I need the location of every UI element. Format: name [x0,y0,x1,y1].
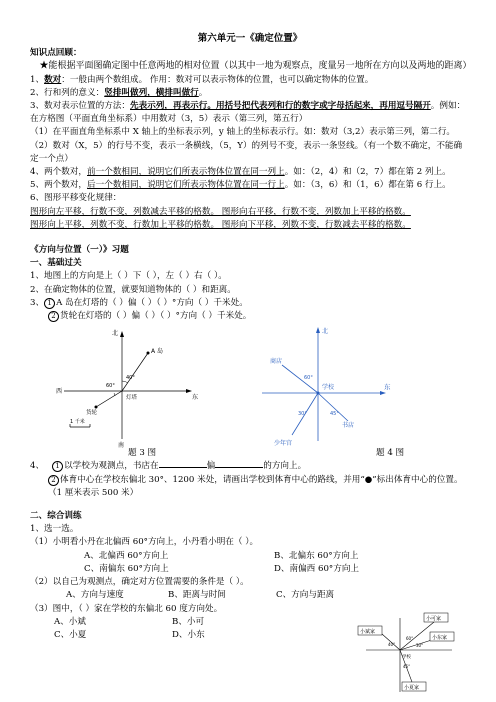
mini-xiaodong: 小东家 [432,635,448,641]
section-comprehensive: 二、综合训练 [30,511,82,522]
mini-map-figure [356,612,456,696]
fig4-east: 东 [384,383,391,392]
translation-rule-1: 图形向左平移，行数不变，列数减去平移的格数。 图形向右平移，行数不变，列数加上平移的格数。 [30,206,411,217]
intro-text: ★能根据平面图确定图中任意两地的相对位置（以其中一地为观察点，度量另一地所在方向以及两地的距离） [39,61,472,72]
fig4-north: 北 [322,328,329,336]
fig4-stationery: 书店 [342,422,355,430]
option-3d: D、小东 [172,629,205,640]
circled-number-1: 1 [44,298,55,309]
question-3a: 3、 1 A 岛在灯塔的（ ）偏（ ）（ ）°方向（ ）千米处。 [30,297,248,308]
choice-q1-options [30,550,470,576]
worksheet-page [30,32,470,642]
fig4-school: 学校 [322,384,335,392]
option-1c: C、南偏东 60°方向上 [84,563,169,574]
circled-number-1b: 1 [52,461,63,472]
question-2: 2、在确定物体的位置，就要知道物体的（ ）和距离。 [30,284,236,295]
circled-number-2: 2 [48,311,59,322]
option-1d: D、南偏西 60°方向上 [274,563,360,574]
figure-4-diagram [262,327,391,447]
option-3b: B、小可 [172,616,205,627]
point-3: 3、数对表示位置的方法：先表示列，再表示行。用括号把代表列和行的数字或字母括起来，再用逗号隔开。例如：在方格图（平面直角坐标系）中用数对（3，5）表示（第三列，第五行） [30,101,466,125]
choice-q2: （2）以自己为观测点，确定对方位置需要的条件是（ ）。 [30,577,249,588]
choice-q3: （3）图中，（ ）家在学校的东偏北 60 度方向处。 [30,603,223,614]
fig3-north: 北 [112,330,119,338]
figure-4-caption: 题 4 图 [376,448,405,459]
point-4: 4、两个数对，前一个数相同，说明它们所表示物体位置在同一列上。如：（2，4）和（2，7）都在第 2 列上。 [30,167,451,178]
fig3-east: 东 [192,394,199,402]
choice-q1: （1）小明看小丹在北偏西 60°方向上，小丹看小明在（ ）。 [30,537,259,548]
mini-xiaoke: 小可家 [426,616,442,622]
figure-3-4 [30,323,470,451]
point-2: 2、行和列的意义：竖排叫做列，横排叫做行。 [30,87,208,98]
circled-number-2b: 2 [48,475,59,486]
question-3b: 2 货轮在灯塔的（ ）偏（ ）（ ）°方向（ ）千米处。 [30,310,470,323]
figure-3-caption: 题 3 图 [128,448,157,459]
translation-rule-2: 图形向上平移，列数不变，行数加上平移的格数。 图形向下平移，列数不变，行数减去平移的格数。 [30,219,411,230]
fig4-angle-30: 30° [298,411,307,418]
option-1b: B、北偏东 60°方向上 [274,550,359,561]
fig3-west: 西 [56,388,63,396]
point-6: 6、图形平移变化规律： [30,193,122,204]
option-3a: A、小斌 [54,616,86,627]
option-3c: C、小夏 [54,629,87,640]
point-3-note-2: （2）数对（X，5）的行号不变，表示一条横线，（5，Y）的列号不变，表示一条竖线。（有一个数不确定，不能确定一个点） [30,140,463,164]
fig4-angle-60: 60° [304,375,313,382]
figure-3-diagram [56,329,198,449]
mini-angle-4: 45° [403,664,411,669]
fig3-a-island: A 岛 [151,348,164,356]
fig3-ship: 货轮 [86,410,98,417]
mini-xiaoxia: 小夏家 [404,685,420,691]
option-2a: A、方向与速度 [66,590,124,601]
option-1a: A、北偏西 60°方向上 [84,550,169,561]
fig4-youth-palace: 少年宫 [274,440,293,448]
question-4a: 4、 1 以学校为观测点，书店在 偏 的方向上。 [30,461,307,472]
fig3-lighthouse: 灯塔 [126,395,138,402]
point-3-note-1: （1）在平面直角坐标系中 X 轴上的坐标表示列，y 轴上的坐标表示行。如：数对（3,2）表示第三列，第二行。 [30,127,456,138]
point-1: 1、数对：一般由两个数组成。 作用：数对可以表示物体的位置，也可以确定物体的位置。 [30,74,374,85]
review-heading: 知识点回顾： [30,48,82,59]
fig4-angle-45: 45° [330,411,339,418]
mini-xiaobin: 小斌家 [360,629,376,635]
option-2b: B、距离与时间 [168,590,226,601]
fig4-shop: 商店 [270,358,283,366]
mini-angle-2: 30° [416,643,424,648]
exercise-title: 《方向与位置（一）》习题 [30,245,129,256]
mini-school: 学校 [402,655,411,660]
option-2c: C、方向与距离 [276,590,335,601]
fig3-south: 南 [118,442,125,450]
section-basic: 一、基础过关 [30,258,82,269]
mini-angle-3: 40° [388,642,396,647]
question-4b: 2 体育中心在学校东偏北 30°、1200 米处，请画出学校到体育中心的路线，并用“●”标出体育中心的位置。（1 厘米表示 500 米） [48,474,463,498]
figures-row [30,323,470,451]
fig3-angle-2: 60° [106,383,115,390]
question-1: 1、地图上的方向是上（ ）下（ ），左（ ）右（ ）。 [30,271,227,282]
page-title: 第六单元一《确定位置》 [197,33,303,44]
subsection-choose: 1、选一选。 [30,524,79,535]
point-5: 5、两个数对，后一个数相同，说明它们所表示物体位置在同一行上。如：（3，6）和（1，6）都在第 6 行上。 [30,180,451,191]
fig3-scale: 1 千米 [70,419,85,426]
mini-angle-1: 60° [406,636,414,641]
fig3-angle-1: 40° [126,375,135,382]
choice-q2-options [30,589,470,602]
